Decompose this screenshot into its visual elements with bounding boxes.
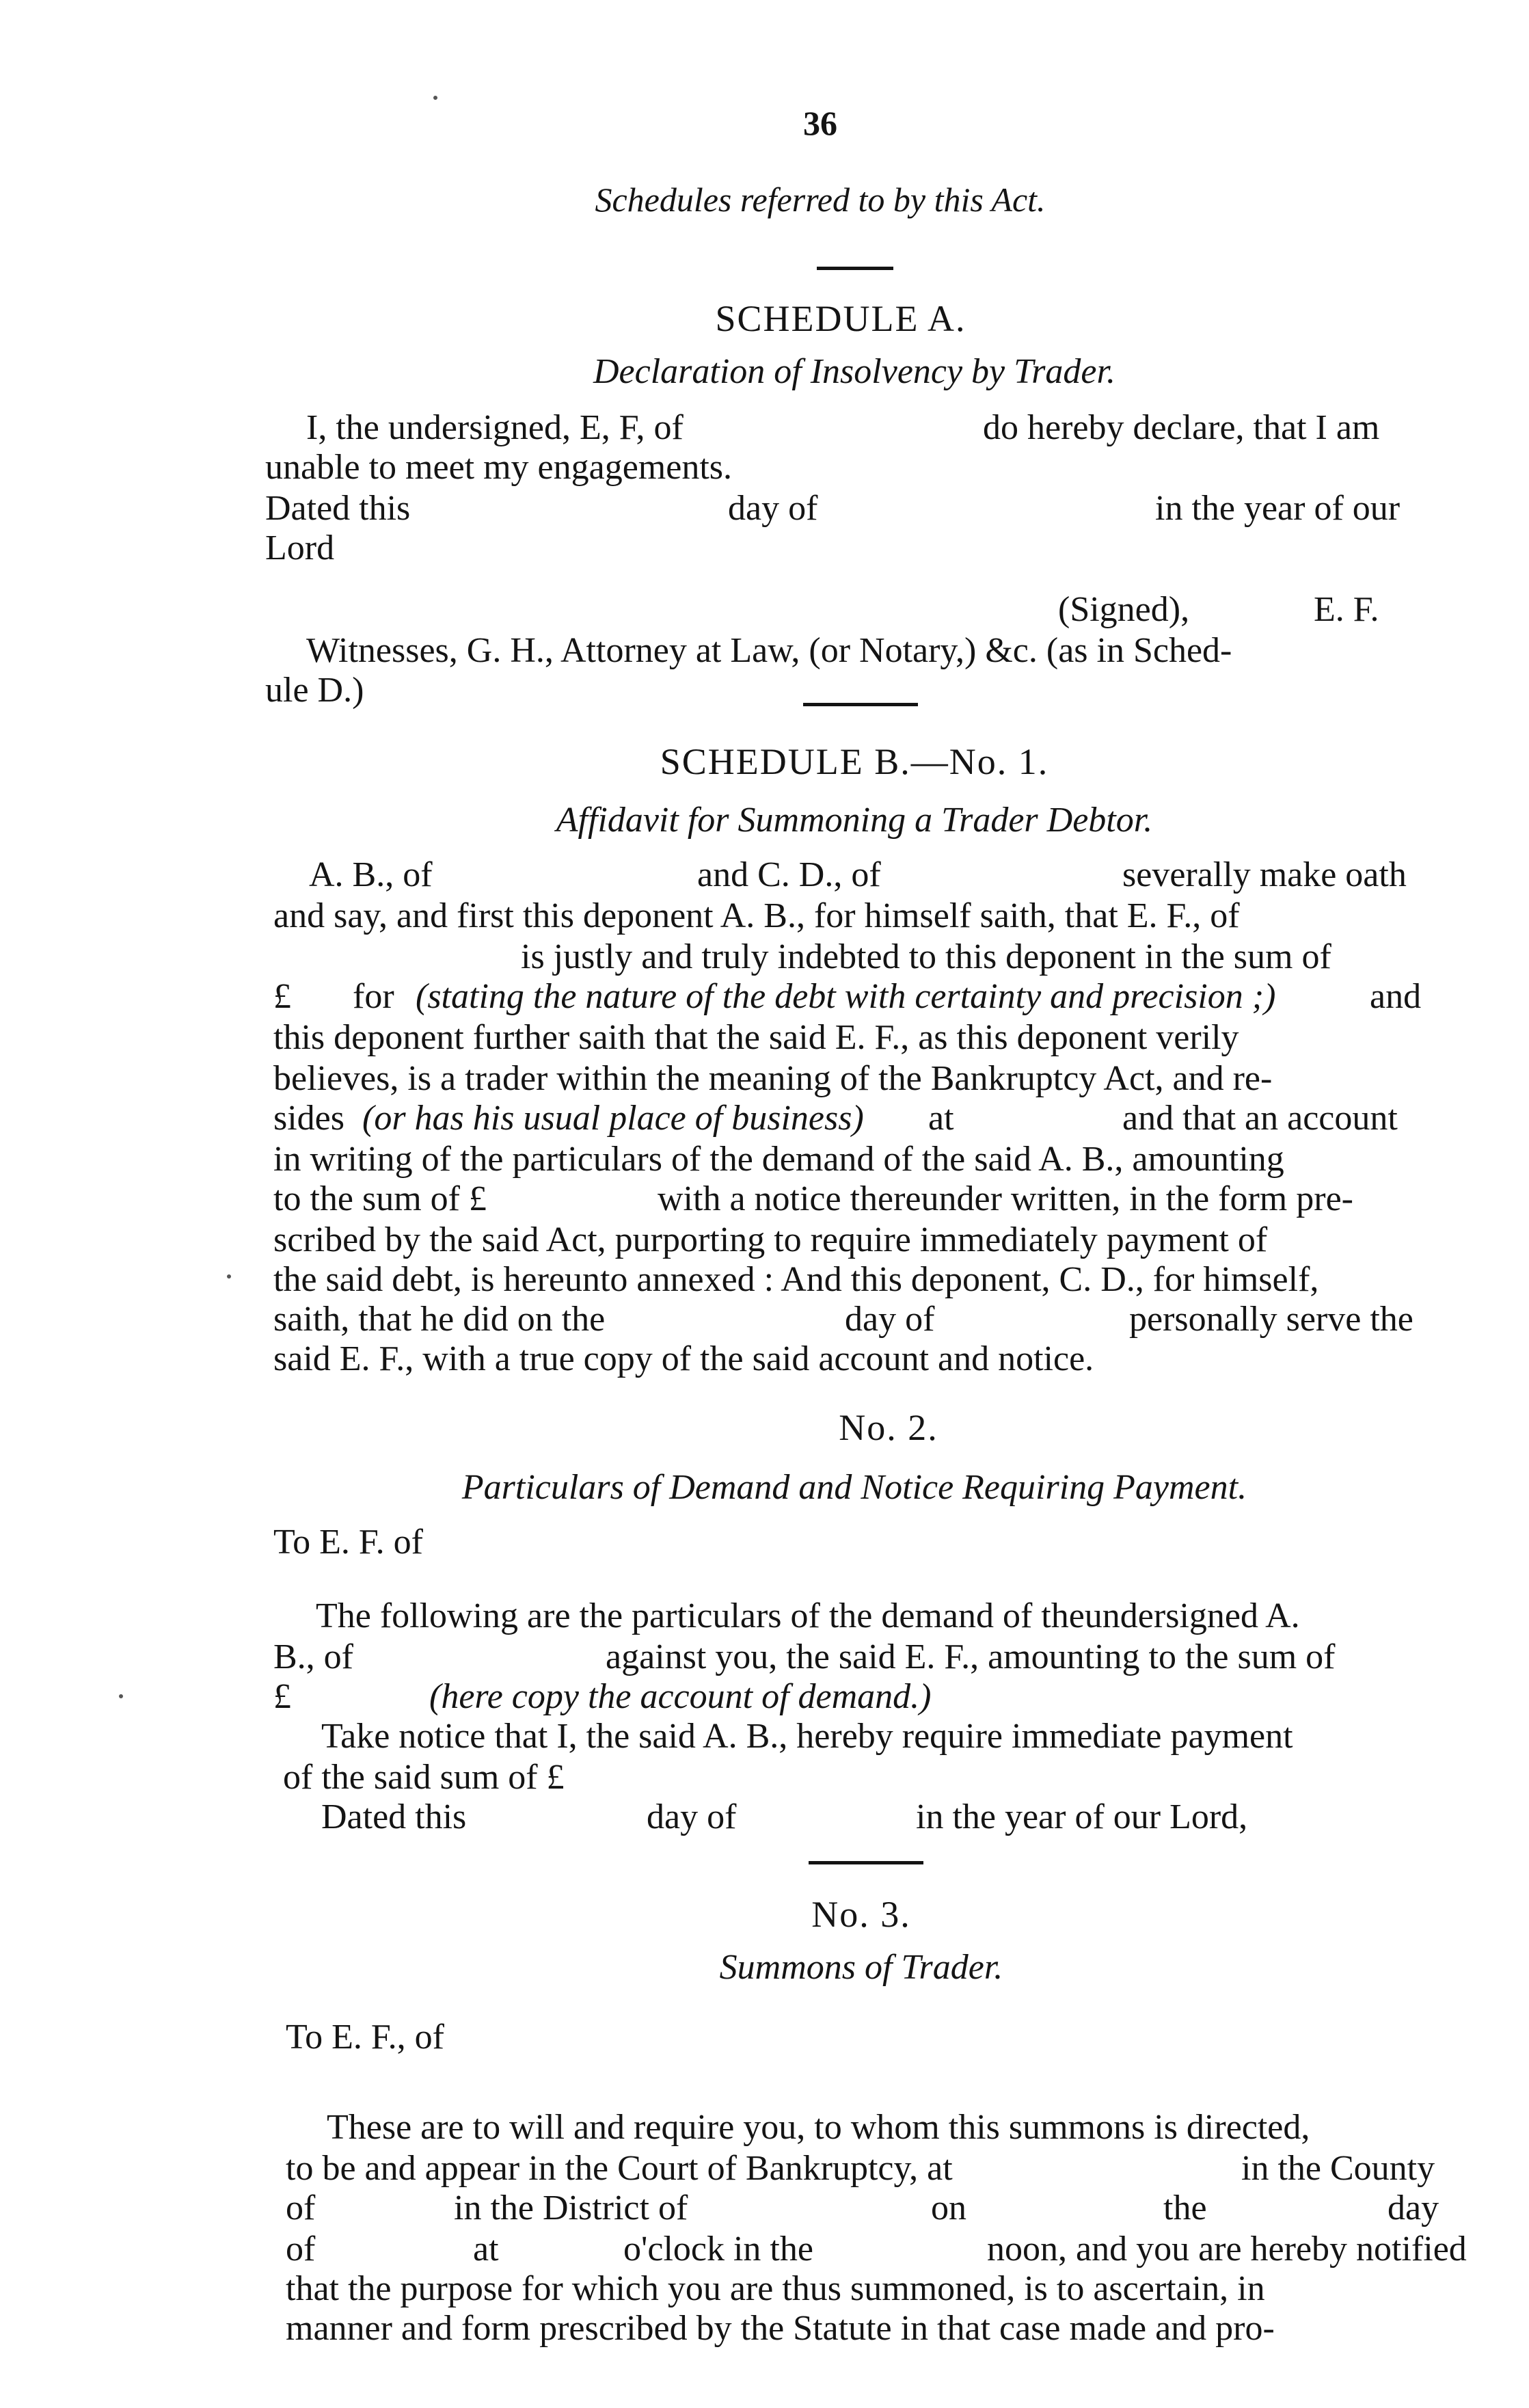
schedule-a-line: Lord (265, 529, 335, 567)
affidavit-line: is justly and truly indebted to this deponent in the sum of (521, 937, 1331, 976)
no2-line: Dated this (321, 1797, 467, 1836)
margin-speck (433, 96, 437, 100)
schedule-a-line: unable to meet my engagements. (265, 448, 733, 487)
summons-line: of (286, 2230, 316, 2269)
summons-line: that the purpose for which you are thus summoned, is to ascertain, in (286, 2269, 1265, 2308)
affidavit-line: (or has his usual place of business) (362, 1099, 864, 1138)
no2-line: £ (273, 1677, 291, 1716)
affidavit-line: scribed by the said Act, purporting to require immediately payment of (273, 1220, 1268, 1259)
summons-line: on (931, 2189, 966, 2228)
no2-line: Take notice that I, the said A. B., hereby require immediate payment (321, 1717, 1293, 1756)
divider-rule (809, 1861, 923, 1864)
affidavit-line: day of (845, 1300, 935, 1339)
affidavit-line: this deponent further saith that the said E. F., as this deponent verily (273, 1018, 1239, 1057)
affidavit-line: to the sum of £ (273, 1179, 487, 1218)
schedule-a-line: in the year of our (1155, 489, 1401, 528)
affidavit-line: the said debt, is hereunto annexed : And this deponent, C. D., for himself, (273, 1260, 1319, 1299)
running-title: Schedules referred to by this Act. (595, 180, 1046, 219)
schedule-a-subtitle: Declaration of Insolvency by Trader. (593, 352, 1115, 391)
schedule-a-witnesses: Witnesses, G. H., Attorney at Law, (or Notary,) &c. (as in Sched- (306, 631, 1232, 670)
affidavit-line: sides (273, 1099, 344, 1138)
no3-heading: No. 3. (811, 1894, 911, 1935)
summons-line: at (473, 2230, 499, 2269)
no2-line: The following are the particulars of the demand of theundersigned A. (316, 1596, 1300, 1635)
affidavit-line: and (1370, 977, 1422, 1016)
no2-line: in the year of our Lord, (916, 1797, 1248, 1836)
summons-line: of (286, 2189, 316, 2228)
affidavit-line: (stating the nature of the debt with certainty and precision ;) (416, 977, 1276, 1016)
affidavit-line: in writing of the particulars of the demand of the said A. B., amounting (273, 1140, 1284, 1179)
summons-line: to be and appear in the Court of Bankruptcy, at (286, 2149, 953, 2188)
schedule-a-heading: SCHEDULE A. (715, 298, 966, 339)
no2-line: against you, the said E. F., amounting to the sum of (606, 1637, 1336, 1676)
divider-rule (803, 703, 918, 706)
affidavit-line: said E. F., with a true copy of the said account and notice. (273, 1339, 1094, 1378)
schedule-a-witnesses: ule D.) (265, 671, 364, 710)
schedule-a-signer: E. F. (1314, 590, 1379, 629)
summons-line: in the District of (454, 2189, 688, 2228)
affidavit-line: £ (273, 977, 291, 1016)
no3-subtitle: Summons of Trader. (719, 1948, 1003, 1987)
no2-line: B., of (273, 1637, 353, 1676)
schedule-a-line: I, the undersigned, E, F, of (306, 408, 684, 447)
divider-rule (817, 267, 893, 270)
summons-line: These are to will and require you, to whom this summons is directed, (327, 2108, 1310, 2147)
affidavit-line: with a notice thereunder written, in the form pre- (658, 1179, 1353, 1218)
schedule-a-signed: (Signed), (1058, 590, 1190, 629)
no3-addressee: To E. F., of (286, 2018, 444, 2057)
no2-line: day of (647, 1797, 737, 1836)
no2-subtitle: Particulars of Demand and Notice Requiring Payment. (461, 1468, 1247, 1507)
no2-line: of the said sum of £ (283, 1758, 565, 1797)
affidavit-line: at (928, 1099, 954, 1138)
schedule-a-line: Dated this (265, 489, 411, 528)
summons-line: the (1163, 2189, 1207, 2228)
schedule-b-subtitle: Affidavit for Summoning a Trader Debtor. (556, 801, 1153, 840)
affidavit-line: for (353, 977, 394, 1016)
summons-line: noon, and you are hereby notified (987, 2230, 1467, 2269)
affidavit-line: severally make oath (1122, 855, 1407, 894)
no2-heading: No. 2. (839, 1407, 938, 1448)
affidavit-line: personally serve the (1129, 1300, 1413, 1339)
margin-speck (119, 1694, 123, 1698)
affidavit-line: and C. D., of (697, 855, 881, 894)
affidavit-line: A. B., of (309, 855, 433, 894)
summons-line: in the County (1241, 2149, 1435, 2188)
no2-line: (here copy the account of demand.) (429, 1677, 932, 1716)
affidavit-line: believes, is a trader within the meaning of the Bankruptcy Act, and re- (273, 1059, 1273, 1098)
affidavit-line: and that an account (1122, 1099, 1398, 1138)
page-number: 36 (803, 104, 837, 142)
schedule-a-line: do hereby declare, that I am (983, 408, 1380, 447)
no2-addressee: To E. F. of (273, 1523, 423, 1562)
affidavit-line: and say, and first this deponent A. B., for himself saith, that E. F., of (273, 896, 1240, 935)
schedule-a-line: day of (728, 489, 818, 528)
schedule-b-heading: SCHEDULE B.—No. 1. (660, 741, 1049, 782)
margin-speck (227, 1274, 231, 1279)
summons-line: day (1388, 2189, 1439, 2228)
summons-line: o'clock in the (623, 2230, 813, 2269)
summons-line: manner and form prescribed by the Statute in that case made and pro- (286, 2309, 1275, 2348)
affidavit-line: saith, that he did on the (273, 1300, 606, 1339)
